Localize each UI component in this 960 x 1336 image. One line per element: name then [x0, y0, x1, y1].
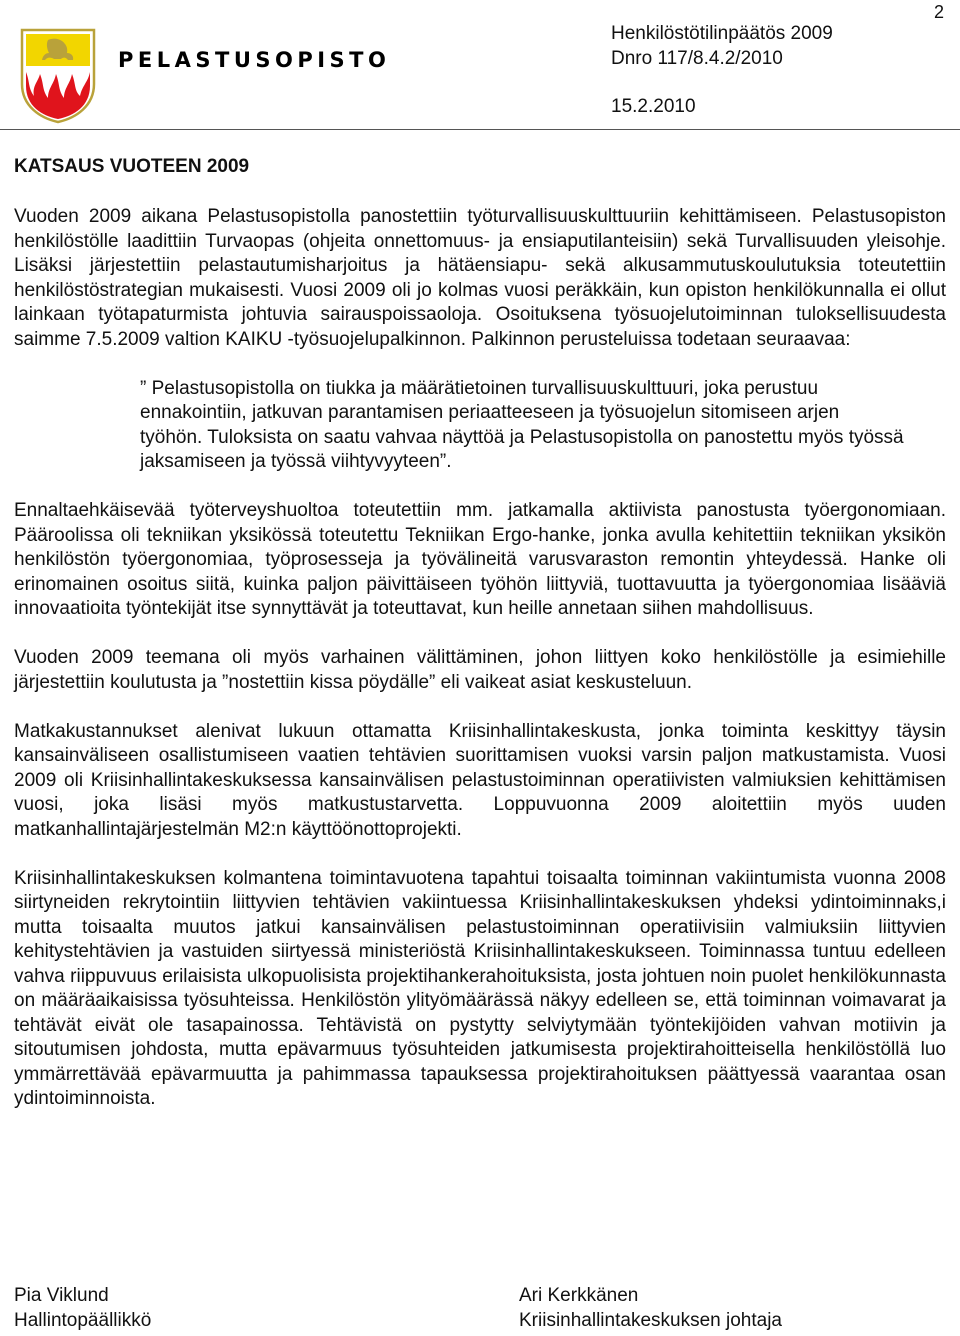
document-reference: Dnro 117/8.4.2/2010	[611, 48, 783, 69]
section-heading: KATSAUS VUOTEEN 2009	[14, 156, 250, 177]
signature-right	[519, 1283, 782, 1333]
award-quote: ” Pelastusopistolla on tiukka ja määrätietoinen turvallisuuskulttuuri, joka perustuu ennakointiin, jatkuvan parantamisen periaatteeseen ja työsuojelun sitomiseen arjen työhön. Tuloksista on saatu vahvaa näyttöä ja Pelastusopistolla on panostettu myös työssä jaksamiseen ja työssä viihtyvyyteen”.	[140, 377, 904, 472]
paragraph-early-care: Vuoden 2009 teemana oli myös varhainen välittäminen, johon liittyen koko henkilöstölle ja esimiehille järjestettiin koulutusta ja ”nostettiin kissa pöydälle” eli vaikeat asiat keskusteluun.	[14, 647, 946, 693]
pelastusopisto-logo	[18, 26, 98, 124]
brand-name: PELASTUSOPISTO	[118, 48, 391, 72]
document-header	[611, 21, 833, 119]
paragraph-safety-culture: Vuoden 2009 aikana Pelastusopistolla panostettiin työturvallisuuskulttuuriin kehittämiseen. Pelastusopiston henkilöstölle laadittiin Turvaopas (ohjeita onnettomuus- ja ensiaputilanteisiin) sekä Turvallisuuden yleisohje. Lisäksi järjestettiin pelastautumisharjoitus ja hätäensiapu- sekä alkusammutuskoulutuksia toteutettiin henkilöstöstrategian mukaisesti. Vuosi 2009 oli jo kolmas vuosi peräkkäin, kun opiston henkilökunnalla ei ollut lainkaan työtapaturmista johtuvia sairauspoissaoloja. Osoituksena työsuojelutoiminnan tuloksellisuudesta saimme 7.5.2009 valtion KAIKU -työsuojelupalkinnon. Palkinnon perusteluissa todetaan seuraavaa:	[14, 206, 946, 350]
document-title: Henkilöstötilinpäätös 2009	[611, 23, 833, 44]
paragraph-travel-costs: Matkakustannukset alenivat lukuun ottamatta Kriisinhallintakeskusta, jonka toiminta keskittyy täysin kansainväliseen osallistumiseen vaatien tehtävien suorittamisen vuoksi varsin paljon matkustamista. Vuosi 2009 oli Kriisinhallintakeskuksessa kansainvälisen pelastustoiminnan operatiivisten valmiuksien kehittämisen vuosi, joka lisäsi myös matkustustarvetta. Loppuvuonna 2009 aloitettiin myös uuden matkanhallintajärjestelmän M2:n käyttöönottoprojekti.	[14, 720, 946, 840]
paragraph-crisis-management: Kriisinhallintakeskuksen kolmantena toimintavuotena tapahtui toisaalta toiminnan vakiintumista vuonna 2008 siirtyneiden rekrytointiin liittyvien tehtävien vakiintuessa Kriisinhallintakeskuksen yhdeksi ydintoiminnaks,i mutta toisaalta muutos jatkui kansainvälisen pelastustoiminnan operatiivisiin valmiuksiin liittyvien kehitystehtävien ja vastuiden siirtyessä ministeriöstä Kriisinhallintakeskukseen. Toiminnassa tuntuu edelleen vahva riippuvuus erilaisista ulkopuolisista projektihankerahoituksista, josta johtuen noin puolet henkilökunnasta on määräaikaisissa työsuhteissa. Henkilöstön ylityömäärässä näkyy edelleen se, että toiminnan voimavarat ja tehtävät eivät ole tasapainossa. Tehtävistä on pystytty selviytymään työntekijöiden vahvan motiivin ja sitoutumisen johdosta, mutta epävarmuus työsuhteiden jatkumisesta projektirahoitteisella henkilöstöllä luo ymmärrettävää epävarmuutta ja pahimmassa tapauksessa projektirahoituksen päättyessä vaarantaa osan ydintoiminnoista.	[14, 867, 946, 1109]
document-date: 15.2.2010	[611, 96, 696, 117]
signer-name: Pia Viklund	[14, 1285, 109, 1306]
page-number: 2	[934, 2, 945, 22]
signature-left	[14, 1283, 151, 1333]
signer-title: Kriisinhallintakeskuksen johtaja	[519, 1310, 782, 1331]
document-body	[14, 205, 946, 1136]
header-divider	[0, 129, 960, 130]
paragraph-ergonomics: Ennaltaehkäisevää työterveyshuoltoa toteutettiin mm. jatkamalla aktiivista panostusta työergonomiaan. Pääroolissa oli tekniikan yksikössä toteutettu Tekniikan Ergo-hanke, jonka avulla kehitettiin tekniikan yksikön henkilöstön työergonomiaa, työprosesseja ja työvälineitä varusvaraston remontin yhteydessä. Hanke oli erinomainen osoitus siitä, kuinka paljon päivittäiseen työhön liittyviä, tuottavuutta ja työergonomiaa lisääviä innovaatioita työntekijät itse synnyttävät ja toteuttavat, kun heille annetaan siihen mahdollisuus.	[14, 500, 946, 619]
signer-title: Hallintopäällikkö	[14, 1310, 152, 1331]
signer-name: Ari Kerkkänen	[519, 1285, 639, 1306]
